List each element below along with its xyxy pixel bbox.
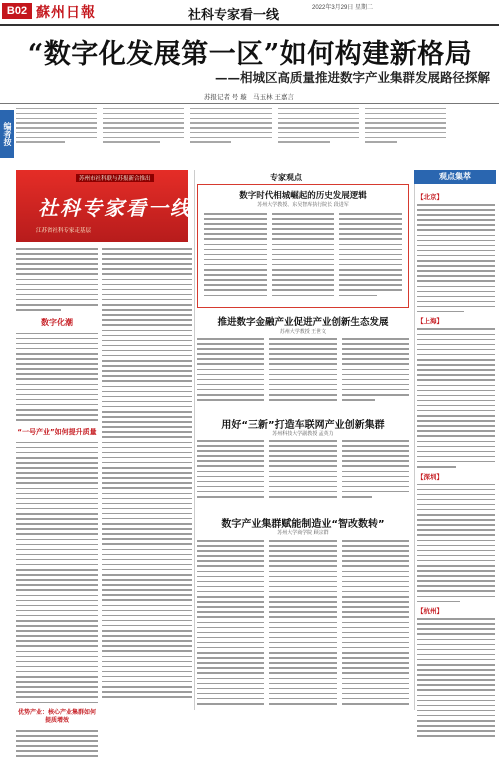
banner-subtitle: 江苏省社科专家走基层 [36,228,92,234]
featured-article-box [197,184,409,308]
main-headline: “数字化发展第一区”如何构建新格局 [27,39,473,70]
section-subhead: “一号产业”如何提升质量 [17,427,97,436]
section-rule [0,103,499,104]
main-article-column [102,248,192,706]
newspaper-logo: 蘇州日報 [36,5,96,21]
column-banner [16,170,192,242]
article-author: 苏州大学教授 王世文 [279,329,327,335]
article-author: 苏州大学商学院 顾宗群 [277,530,329,536]
article-title: 数字时代相城崛起的历史发展逻辑 [239,191,367,201]
viewpoint-region: 【深圳】 [417,472,443,481]
banner-title: 社科专家看一线 [38,196,192,220]
section-subhead: 数字化潮 [41,317,73,327]
article-body [197,338,409,406]
article-author: 苏州科技大学副教授 孟英力 [272,431,334,437]
main-article-column [16,248,98,724]
article-author: 苏州大学教授、东吴智库执行院长 段进军 [257,202,349,208]
article-body [204,213,402,303]
viewpoint-header: 观点集萃 [414,170,496,184]
expert-view-label: 专家观点 [270,173,302,182]
article-body [197,540,409,710]
article-title: 用好“三新”打造车联网产业创新集群 [221,420,385,431]
sub-headline: ——相城区高质量推进数字产业集群发展路径探解 [214,70,490,85]
page-number-tag: B02 [2,3,32,19]
lede-column [190,108,271,158]
lede-column [365,108,446,158]
article-title: 数字产业集群赋能制造业“智改数转” [221,519,385,530]
lede-text-columns [16,108,446,158]
viewpoint-region: 【北京】 [417,193,443,201]
date-line: 2022年3月29日 星期二 [312,5,374,11]
lede-column [16,108,97,158]
masthead [0,0,499,24]
top-rule [0,24,499,26]
editor-note-tab: 编者按 [0,110,14,158]
article-body [197,440,409,502]
column-divider [194,170,195,710]
viewpoint-region: 【杭州】 [417,607,443,616]
section-subhead: 优势产业：核心产业集群如何提质增效 [17,709,96,724]
lede-column [103,108,184,158]
byline: 苏报记者 号 璇 马玉林 王嘉言 [204,94,294,101]
viewpoint-region: 【上海】 [417,317,443,326]
lede-column [278,108,359,158]
article-title: 推进数字金融产业促进产业创新生态发展 [217,317,389,328]
banner-top-text: 苏州市社科联与苏报新合推出 [76,174,154,182]
section-title: 社科专家看一线 [188,7,280,22]
viewpoint-content [417,188,495,710]
